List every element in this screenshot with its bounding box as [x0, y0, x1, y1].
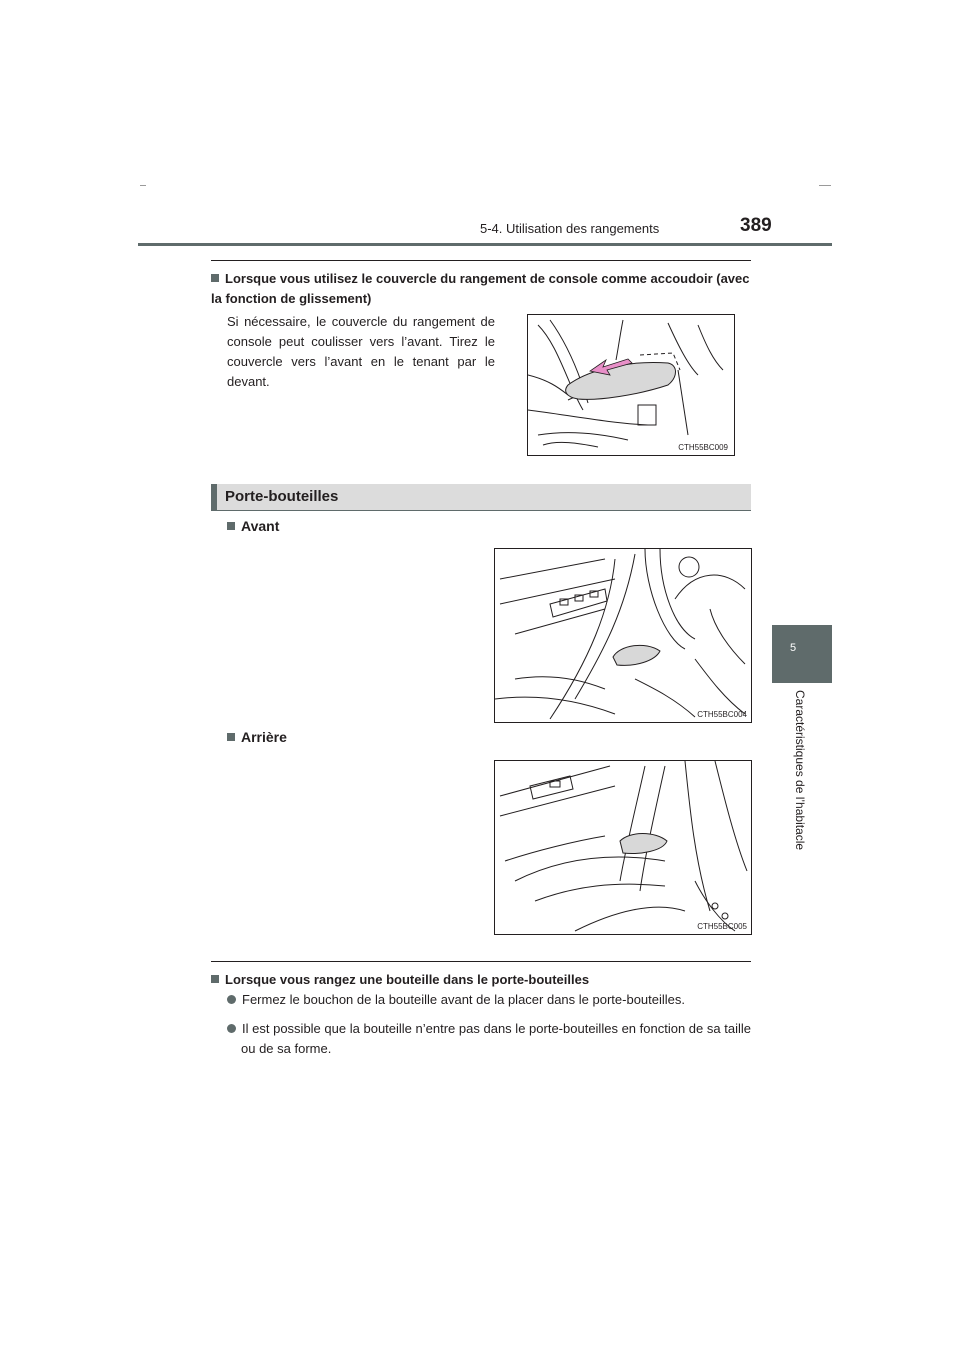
round-bullet-icon — [227, 995, 236, 1004]
figure-code: CTH55BC005 — [697, 922, 747, 931]
note-bullet-2: Il est possible que la bouteille n’entre pas dans le porte-bouteilles en fonction de sa taille ou de sa forme. — [227, 1019, 751, 1059]
page-number: 389 — [740, 215, 772, 236]
section-heading-box — [211, 484, 751, 511]
square-bullet-icon — [227, 522, 235, 530]
figure-code: CTH55BC004 — [697, 710, 747, 719]
chapter-tab — [772, 625, 832, 683]
crop-mark-left — [140, 185, 146, 186]
square-bullet-icon — [211, 274, 219, 282]
note-title-bottle: Lorsque vous rangez une bouteille dans le porte-bouteilles — [211, 970, 751, 990]
note-body-armrest: Si nécessaire, le couvercle du rangement de console peut coulisser vers l’avant. Tirez le couvercle vers l’avant en le tenant par le devant. — [227, 314, 495, 389]
figure-code: CTH55BC009 — [678, 443, 728, 452]
figure-console-armrest — [527, 314, 735, 456]
rear-bottle-holder-illustration — [495, 761, 751, 934]
header-rule — [138, 243, 832, 246]
front-bottle-holder-illustration — [495, 549, 751, 722]
console-armrest-illustration — [528, 315, 734, 455]
running-header: 5-4. Utilisation des rangements — [480, 221, 660, 236]
chapter-title: Caractéristiques de l’habitacle — [793, 690, 807, 851]
subheading-rear: Arrière — [227, 729, 287, 745]
note-title-armrest: Lorsque vous utilisez le couvercle du rangement de console comme accoudoir (avec la fonction de glissement) — [211, 271, 750, 306]
chapter-number: 5 — [790, 642, 797, 654]
crop-mark-right — [819, 185, 831, 186]
square-bullet-icon — [227, 733, 235, 741]
section-heading-bar — [211, 484, 217, 510]
note-divider-top — [211, 260, 751, 261]
figure-front-bottle-holder — [494, 548, 752, 723]
figure-rear-bottle-holder — [494, 760, 752, 935]
square-bullet-icon — [211, 975, 219, 983]
note-bullet-1: Fermez le bouchon de la bouteille avant de la placer dans le porte-bouteilles. — [227, 990, 751, 1010]
subheading-front: Avant — [227, 518, 279, 534]
round-bullet-icon — [227, 1024, 236, 1033]
note-divider-bottom — [211, 961, 751, 962]
section-title: Porte-bouteilles — [225, 488, 339, 505]
